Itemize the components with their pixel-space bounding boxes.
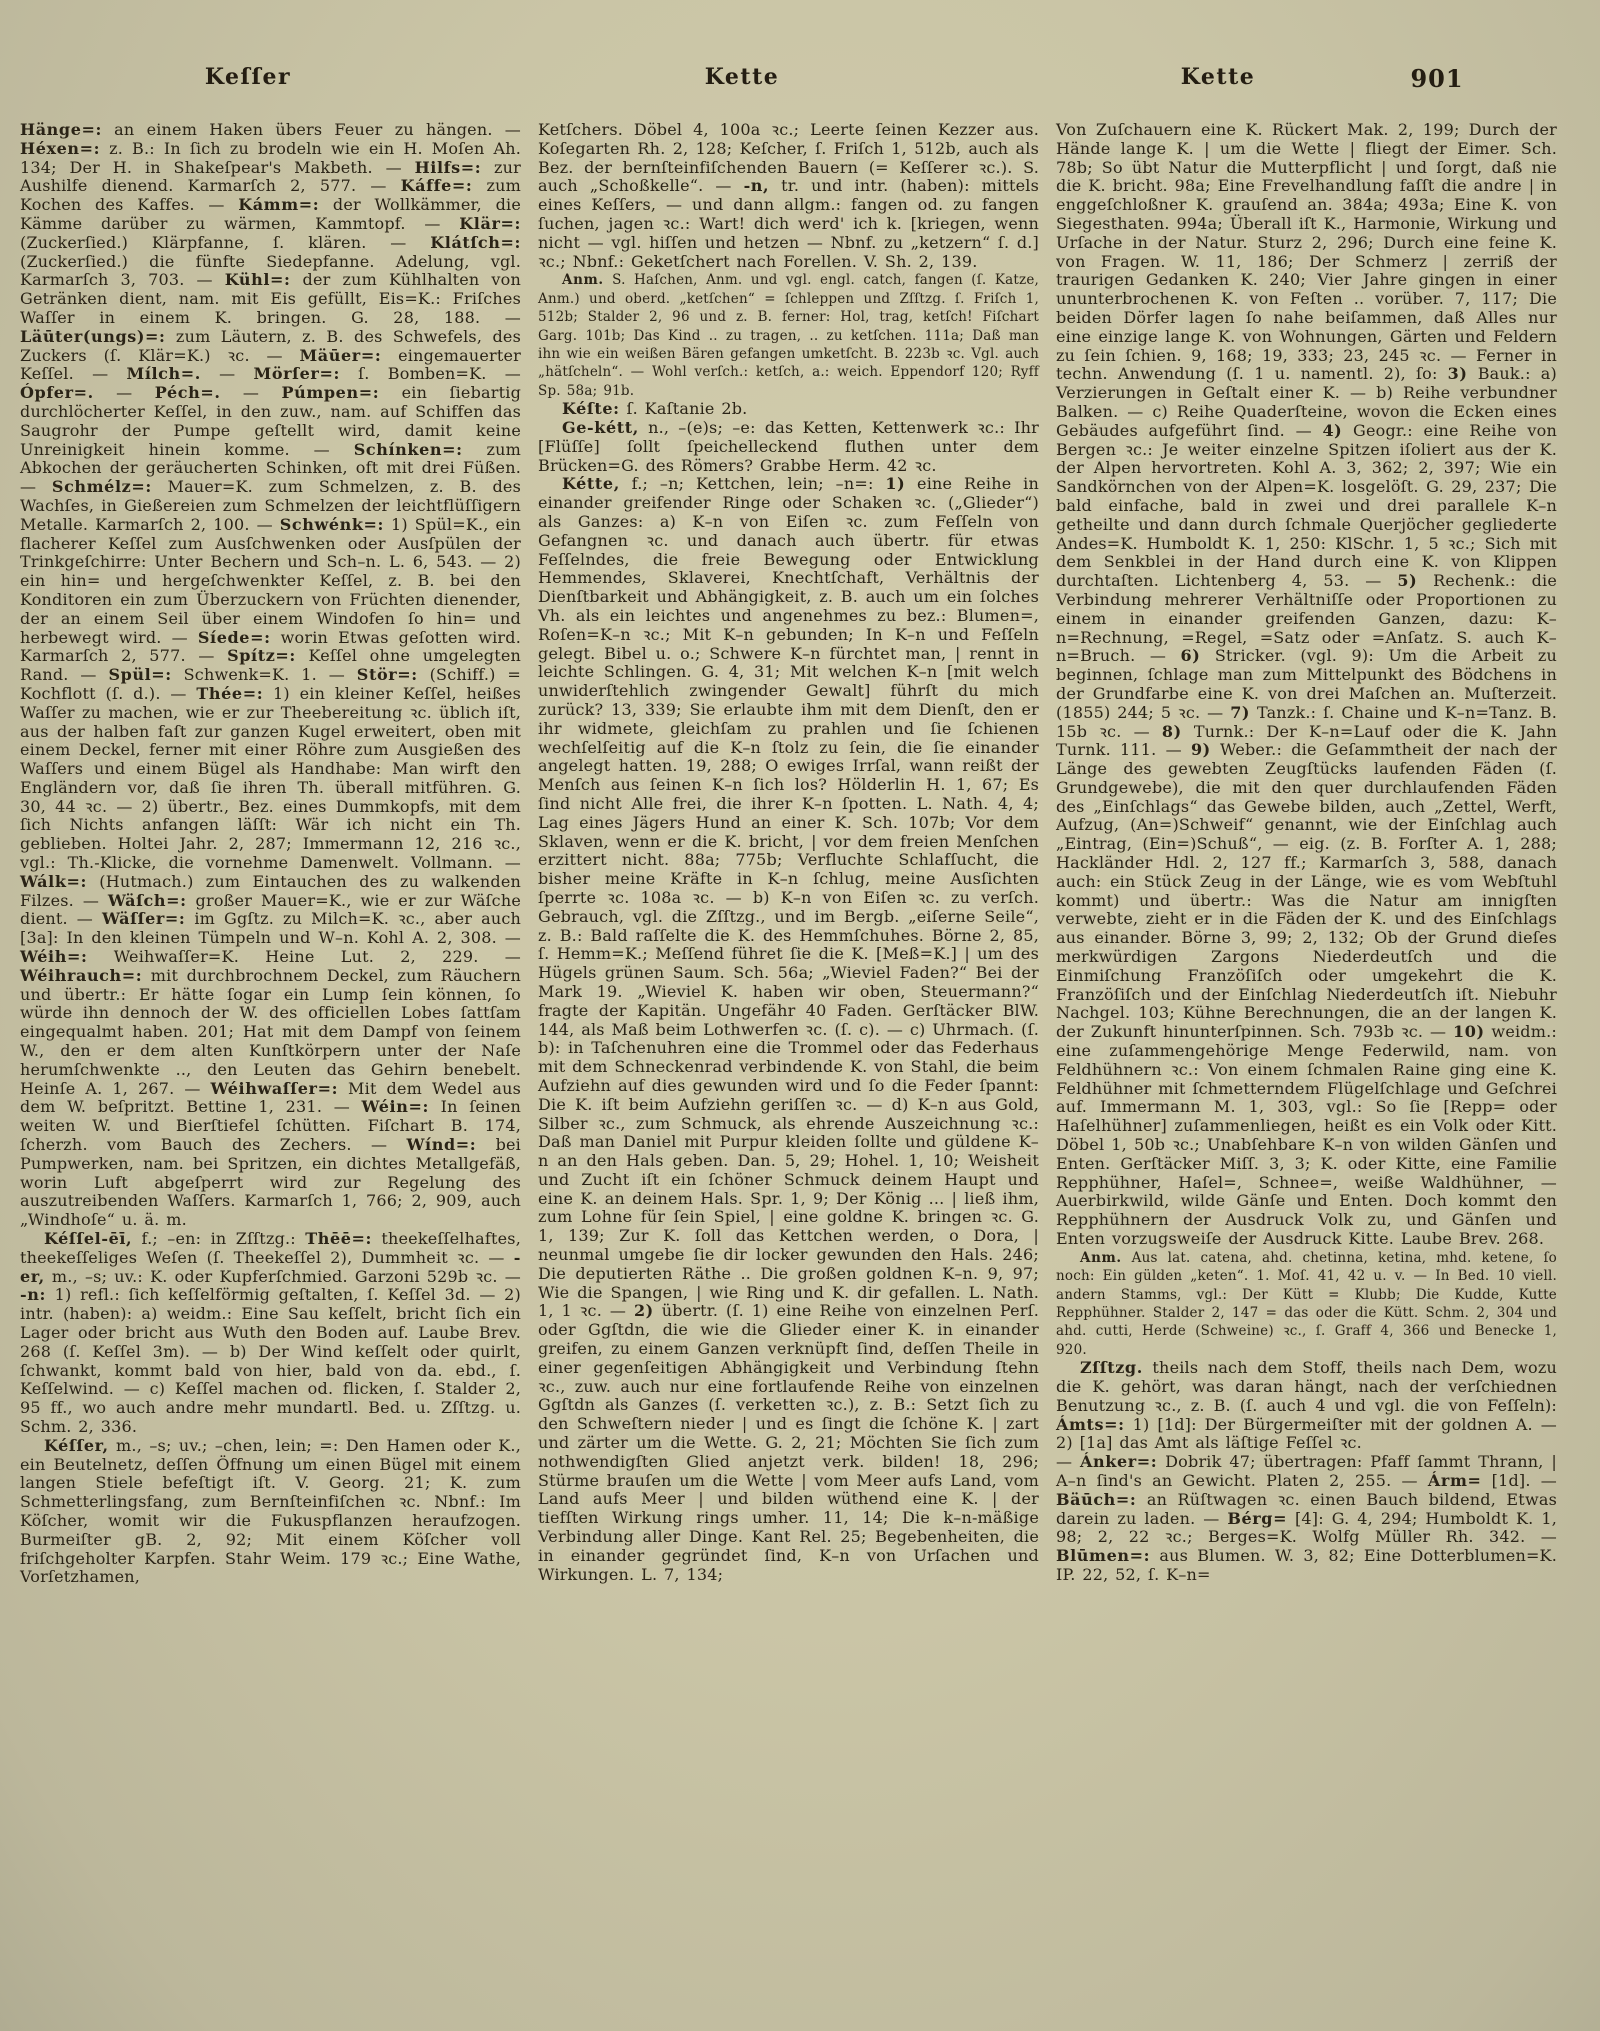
entry-keyword: Anm. xyxy=(1080,1249,1122,1266)
entry-keyword: Wéihwaſſer=: xyxy=(210,1078,339,1098)
entry-keyword: 5) xyxy=(1397,571,1418,591)
entry-keyword: Schmélz=: xyxy=(51,477,152,497)
entry-keyword: Ge-kétt, xyxy=(562,418,639,438)
text-columns xyxy=(20,121,1556,1587)
entry-keyword: Spítz=: xyxy=(227,646,296,666)
entry-keyword: Kéſte: xyxy=(562,399,620,419)
entry-keyword: Spül=: xyxy=(108,665,172,685)
entry-keyword: Klär=: xyxy=(459,213,521,233)
dictionary-paragraph: Kéſſel-ēī, f.; –en: in Zſſtzg.: Thēē=: theekeſſelhaftes, theekeſſeliges Weſen (ſ. Theekeſſel 2), Dummheit ꝛc. — -er, m., –s; uv.: K. oder Kupferſchmied. Garzoni 529b ꝛc. — -n: 1) refl.: ſich keſſelförmig geſtalten, ſ. Keſſel 3d. — 2) intr. (haben): a) weidm.: Eine Sau keſſelt, bricht ſich ein Lager oder bricht aus Wuth den Boden auf. Laube Brev. 268 (ſ. Keſſel 3m). — b) Der Wind keſſelt oder quirlt, ſchwankt, kommt bald von hier, bald von da. ebd., ſ. Keſſelwind. — c) Keſſel machen od. flicken, ſ. Stalder 2, 95 ff., wo auch andre mehr mundartl. Bed. u. Zſſtzg. u. Schm. 2, 336. xyxy=(20,1229,521,1436)
entry-keyword: 3) xyxy=(1447,364,1468,384)
entry-keyword: 10) xyxy=(1452,1022,1485,1042)
text-column-2 xyxy=(538,121,1039,1584)
entry-keyword: Thēē=: xyxy=(305,1229,373,1249)
entry-keyword: 4) xyxy=(1322,420,1343,440)
entry-keyword: Mäūer=: xyxy=(299,345,382,365)
entry-keyword: 7) xyxy=(1230,702,1251,722)
entry-keyword: Púmpen=: xyxy=(281,383,380,403)
entry-keyword: Wéin=: xyxy=(361,1097,429,1117)
entry-keyword: Héxen=: xyxy=(20,138,101,158)
entry-keyword: Wálk=: xyxy=(20,871,88,891)
entry-keyword: Zſſtzg. xyxy=(1080,1358,1143,1378)
dictionary-paragraph: Kéſte: ſ. Kaſtanie 2b. xyxy=(562,399,748,419)
entry-keyword: Bérg= xyxy=(1227,1508,1288,1528)
entry-keyword: Schínken=: xyxy=(353,439,463,459)
entry-keyword: Stör=: xyxy=(356,665,418,685)
entry-keyword: Thée=: xyxy=(196,683,264,703)
entry-keyword: Kéſſel-ēī, xyxy=(44,1229,133,1249)
entry-keyword: Hilfs=: xyxy=(414,157,482,177)
running-head-left: Keſſer xyxy=(204,64,292,90)
entry-keyword: 6) xyxy=(1180,646,1201,666)
entry-keyword: Síede=: xyxy=(197,627,271,647)
entry-keyword: Blūmen=: xyxy=(1056,1546,1151,1566)
entry-keyword: Läūter(ungs)=: xyxy=(20,326,166,346)
entry-keyword: Wéihrauch=: xyxy=(20,965,143,985)
entry-keyword: Kétte, xyxy=(562,474,620,494)
entry-keyword: Kámm=: xyxy=(238,195,320,215)
dictionary-paragraph: Kétte, f.; –n; Kettchen, lein; –n=: 1) eine Reihe in einander greifender Ringe oder Schaken ꝛc. („Glieder“) als Ganzes: a) K–n von Eiſen ꝛc. zum Feſſeln von Gefangnen ꝛc. und danach auch übertr. für etwas Feſſelndes, die freie Bewegung oder Entwicklung Hemmendes, Sklaverei, Knechtſchaft, Verhältnis der Dienſtbarkeit und Abhängigkeit, z. B. auch um ein ſolches Vh. als ein leichtes und angenehmes zu bez.: Blumen=, Roſen=K–n ꝛc.; Mit K–n gebunden; In K–n und Feſſeln gelegt. Bibel u. o.; Schwere K–n fürchtet man, | rennt in leichte Schlingen. G. 4, 31; Mit welchen K–n [mit welch unwiderſtehlich zwingender Gewalt] führſt du mich zurück? 13, 339; Sie erlaubte ihm mit dem Dienſt, den er ihr widmete, gleichſam zu prahlen und ſie ſchienen wechſelſeitig auf die K–n ſtolz zu ſein, die ſie einander angelegt hatten. 19, 288; O ewiges Irrſal, wann reißt der Menſch aus ſeinen K–n ſich los? Hölderlin H. 1, 67; Es ſind nicht Alle frei, die ihrer K–n ſpotten. L. Nath. 4, 4; Lag eines Jägers Hund an einer K. Sch. 107b; Vor dem Sklaven, wenn er die K. bricht, | vor dem freien Menſchen erzittert nicht. 88a; 775b; Verfluchte Schlafſucht, die bisher meine Kräfte in K–n ſchlug, meine Ausſichten ſperrte ꝛc. 108a ꝛc. — b) K–n von Eiſen ꝛc. zu verſch. Gebrauch, vgl. die Zſſtzg., und im Bergb. „eiſerne Seile“, z. B.: Bald raſſelte die K. des Hemmſchuhes. Börne 2, 85, ſ. Hemm=K.; Meſſend führet ſie die K. [Meß=K.] | um des Hügels grünen Saum. Sch. 56a; „Wieviel Faden?“ Bei der Mark 19. „Wieviel K. haben wir oben, Steuermann?“ fragte der Kapitän. Ungefähr 40 Faden. Gerſtäcker BlW. 144, als Maß beim Lothwerfen ꝛc. (ſ. c). — c) Uhrmach. (ſ. b): in Taſchenuhren eine die Trommel oder das Federhaus mit dem Schneckenrad verbindende K. von Stahl, die beim Aufziehn auf dies gewunden wird und ſo die Feder ſpannt: Die K. iſt beim Aufziehn geriſſen ꝛc. — d) K–n aus Gold, Silber ꝛc., zum Schmuck, als ehrende Auszeichnung ꝛc.: Daß man Daniel mit Purpur kleiden ſollte und güldene K–n an den Hals geben. Dan. 5, 29; Hohel. 1, 10; Weisheit und Zucht iſt ein ſchöner Schmuck deinem Haupt und eine K. an deinem Hals. Spr. 1, 9; Der König ... | ließ ihm, zum Lohne für ſein Spiel, | eine goldne K. bringen ꝛc. G. 1, 139; Zur K. ſoll das Kettchen werden, o Dora, | neunmal umgebe ſie dir locker gewunden den Hals. 246; Die deputierten Räthe .. Die großen goldnen K–n. 9, 97; Wie die Spangen, | wie Ring und K. dir gefallen. L. Nath. 1, 1 ꝛc. — 2) übertr. (ſ. 1) eine Reihe von einzelnen Perſ. oder Ggſtdn, die wie die Glieder einer K. in einander greifen, zu einem Ganzen verknüpft ſind, deſſen Theile in einer gegenſeitigen Abhängigkeit und Verbindung ſtehn ꝛc., zuw. auch nur eine fortlaufende Reihe von einzelnen Ggſtdn als Ganzes (ſ. verketten ꝛc.), z. B.: Setzt ſich zu den Schweſtern nieder | und es ſingt die ſchöne K. | zart und zärter um die Wette. G. 2, 21; Möchten Sie ſich zum nothwendigſten Glied anjetzt verk. bilden! 18, 296; Stürme brauſen um die Wette | vom Meer aufs Land, vom Land aufs Meer | und bilden wüthend eine K. | der tiefſten Wirkung rings umher. 11, 14; Die k–n-mäßige Verbindung aller Dinge. Kant Rel. 25; Begebenheiten, die in einander gegründet ſind, K–n von Urſachen und Wirkungen. L. 7, 134; xyxy=(538,474,1039,1584)
entry-keyword: 1) xyxy=(885,474,906,494)
entry-keyword: Mílch=. xyxy=(126,364,201,384)
dictionary-paragraph: Kéſſer, m., –s; uv.; –chen, lein; =: Den Hamen oder K., ein Beutelnetz, deſſen Öffnung um einen Bügel mit einem langen Stiele befeſtigt iſt. V. Georg. 21; K. zum Schmetterlingsfang, zum Bernſteinfiſchen ꝛc. Nbnf.: Im Köſcher, womit wir die Fukuspflanzen heraufzogen. Burmeiſter gB. 2, 92; Mit einem Köſcher voll friſchgeholter Karpfen. Stahr Weim. 179 ꝛc.; Eine Wathe, Vorſetzhamen, xyxy=(20,1435,521,1587)
entry-keyword: Klátſch=: xyxy=(430,232,521,252)
entry-keyword: Wéih=: xyxy=(20,947,88,967)
text-column-1 xyxy=(20,121,521,1587)
entry-keyword: Hänge=: xyxy=(20,120,102,139)
dictionary-paragraph: Von Zuſchauern eine K. Rückert Mak. 2, 199; Durch der Hände lange K. | um die Wette | fliegt der Eimer. Sch. 78b; So übt Natur die Mutterpflicht | und ſorgt, daß nie die K. bricht. 98a; Eine Frevelhandlung faſſt die andre | in enggeſchloßner K. grauſend an. 384a; 493a; Eine K. von Siegesthaten. 994a; Überall iſt K., Harmonie, Wirkung und Urſache in der Natur. Sturz 2, 296; Durch eine feine K. von Fragen. W. 11, 186; Der Schmerz | zerriß der traurigen Gedanken K. 240; Vier Jahre gingen in einer ununterbrochenen K. von Feſten .. vorüber. 7, 117; Die beiden Dörfer lagen ſo nahe beiſammen, daß Alles nur eine einzige lange K. von Wohnungen, Gärten und Feldern zu ſein ſchien. 9, 168; 19, 333; 23, 245 ꝛc. — Ferner in techn. Anwendung (ſ. 1 u. namentl. 2), ſo: 3) Bauk.: a) Verzierungen in Geſtalt einer K. — b) Reihe verbundner Balken. — c) Reihe Quaderſteine, wovon die Ecken eines Gebäudes aufgeführt ſind. — 4) Geogr.: eine Reihe von Bergen ꝛc.: Je weiter einzelne Spitzen iſoliert aus der K. der Alpen hervortreten. Kohl A. 3, 362; 2, 397; Wie ein Sandkörnchen von der Alpen=K. losgelöſt. G. 29, 237; Die bald einfache, bald in zwei und drei parallele K–n getheilte und dann durch ſchmale Querjöcher gegliederte Andes=K. Humboldt K. 1, 250: KlSchr. 1, 5 ꝛc.; Sich mit dem Senkblei in der Hand durch eine K. von Klippen durchtaſten. Lichtenberg 4, 53. — 5) Rechenk.: die Verbindung mehrerer Verhältniſſe oder Proportionen zu einem in einander greifenden Ganzen, dazu: K–n=Rechnung, =Regel, =Satz oder =Anſatz. S. auch K–n=Bruch. — 6) Stricker. (vgl. 9): Um die Arbeit zu beginnen, ſchlage man zum Mittelpunkt des Bödchens in der Grundfarbe eine K. von drei Maſchen an. Muſterzeit. (1855) 244; 5 ꝛc. — 7) Tanzk.: ſ. Chaine und K–n=Tanz. B. 15b ꝛc. — 8) Turnk.: Der K–n=Lauf oder die K. Jahn Turnk. 111. — 9) Weber.: die Geſammtheit der nach der Länge des gewebten Zeugſtücks laufenden Fäden (ſ. Grundgewebe), die mit den quer durchlaufenden Fäden des „Einſchlags“ das Gewebe bilden, auch „Zettel, Werft, Aufzug, (An=)Schweif“ genannt, wie der Einſchlag auch „Eintrag, (Ein=)Schuß“, — eig. (z. B. Forſter A. 1, 288; Hackländer Hdl. 2, 127 ff.; Karmarſch 3, 588, danach auch: ein Stück Zeug in der Länge, wie es vom Webſtuhl kommt) und übertr.: Was die Natur am innigſten verwebte, zieht er in die Fäden der K. und des Einſchlags aus einander. Börne 3, 99; 2, 132; Ob der Grund dieſes merkwürdigen Zargons Niederdeutſch und die Einmiſchung Franzöſiſch oder umgekehrt die K. Franzöſiſch und der Einſchlag Niederdeutſch iſt. Niebuhr Nachgel. 103; Kühne Berechnungen, die an der langen K. der Zukunft hinunterſpinnen. Sch. 793b ꝛc. — 10) weidm.: eine zuſammengehörige Menge Federwild, nam. von Feldhühnern ꝛc.: Von einem ſchmalen Raine ging eine K. Feldhühner mit ſchmetterndem Flügelſchlage und Geſchrei auf. Immermann M. 1, 303, vgl.: So ſie [Repp= oder Haſelhühner] zuſammenliegen, heißt es ein Volk oder Kitt. Döbel 1, 50b ꝛc.; Unabſehbare K–n von wilden Gänſen und Enten. Gerſtäcker Miſſ. 3, 3; K. oder Kitte, eine Familie Repphühner, Haſel=, Schnee=, weiße Waldhühner, — Auerbirkwild, wilde Gänſe und Enten. Doch kommt den Repphühnern der Ausdruck Volk zu, und Gänſen und Enten vorzugsweiſe der Ausdruck Kitte. Laube Brev. 268. xyxy=(1056,120,1557,1249)
entry-keyword: Wäſch=: xyxy=(107,890,187,910)
entry-keyword: 2) xyxy=(633,1301,654,1321)
dictionary-paragraph: Ge-kétt, n., –(e)s; –e: das Ketten, Kettenwerk ꝛc.: Ihr [Flüſſe] ſollt ſpeichelleckend fluthen unter dem Brücken=G. des Römers? Grabbe Herm. 42 ꝛc. xyxy=(538,418,1039,475)
entry-keyword: Ámts=: xyxy=(1056,1414,1125,1434)
entry-keyword: Wäſſer=: xyxy=(101,909,186,929)
entry-keyword: Schwénk=: xyxy=(279,514,385,534)
entry-keyword: -n: xyxy=(20,1285,46,1305)
entry-keyword: Ópfer=. xyxy=(20,383,94,403)
entry-keyword: 8) xyxy=(1161,721,1182,741)
running-head-center: Kette xyxy=(704,64,780,90)
entry-keyword: 9) xyxy=(1190,740,1211,760)
entry-keyword: Árm= xyxy=(1427,1471,1482,1491)
entry-keyword: -n, xyxy=(743,176,770,196)
entry-keyword: -er, xyxy=(20,1247,521,1286)
page-number: 901 xyxy=(1410,64,1464,93)
dictionary-paragraph: Anm. Aus lat. catena, ahd. chetinna, ketina, mhd. ketene, ſo noch: Ein gülden „keten“. 1. Moſ. 41, 42 u. v. — In Bed. 10 viell. andern Stamms, vgl.: Der Kütt = Klubb; Die Kudde, Kutte Repphühner. Stalder 2, 147 = das oder die Kütt. Schm. 2, 304 und ahd. cutti, Herde (Schweine) ꝛc., ſ. Graff 4, 366 und Benecke 1, 920. xyxy=(1056,1249,1557,1358)
entry-keyword: Wínd=: xyxy=(406,1135,477,1155)
entry-keyword: Anm. xyxy=(562,272,604,289)
dictionary-paragraph: Ketſchers. Döbel 4, 100a ꝛc.; Leerte ſeinen Kezzer aus. Koſegarten Rh. 2, 128; Keſcher, ſ. Friſch 1, 512b, auch als Bez. der bernſteinfiſchenden Bauern (= Keſſerer ꝛc.). S. auch „Schoßkelle“. — -n, tr. und intr. (haben): mittels eines Keſſers, — und dann allgm.: fangen od. zu fangen ſuchen, jagen ꝛc.: Wart! dich werd' ich k. [kriegen, wenn nicht — vgl. hiſſen und hetzen — Nbnf. zu „ketzern“ ſ. d.] ꝛc.; Nbnf.: Geketſchert nach Forellen. V. Sh. 2, 139. xyxy=(538,120,1039,271)
text-column-3 xyxy=(1056,121,1557,1585)
dictionary-paragraph: Anm. S. Haſchen, Anm. und vgl. engl. catch, fangen (ſ. Katze, Anm.) und oberd. „ketſchen“ = ſchleppen und Zſſtzg. ſ. Friſch 1, 512b; Stalder 2, 96 und z. B. ferner: Hol, trag, ketſch! Fiſchart Garg. 101b; Das Kind .. zu tragen, .. zu ketſchen. 111a; Daß man ihn wie ein weißen Bären gefangen umketſcht. B. 223b ꝛc. Vgl. auch „hätſcheln“. — Wohl verſch.: ketſch, a.: weich. Eppendorf 120; Ryff Sp. 58a; 91b. xyxy=(538,272,1039,399)
entry-keyword: Káffe=: xyxy=(400,176,473,196)
entry-keyword: Kéſſer, xyxy=(44,1435,109,1455)
running-head-right: Kette xyxy=(1180,64,1256,90)
dictionary-paragraph: — Ánker=: Dobrik 47; übertragen: Pfaff ſammt Thrann, | A–n ſind's an Gewicht. Platen 2, 255. — Árm= [1d]. — Bäūch=: an Rüſtwagen ꝛc. einen Bauch bildend, Etwas darein zu laden. — Bérg= [4]: G. 4, 294; Humboldt K. 1, 98; 2, 22 ꝛc.; Berges=K. Wolfg Müller Rh. 342. — Blūmen=: aus Blumen. W. 3, 82; Eine Dotterblumen=K. IP. 22, 52, ſ. K–n= xyxy=(1056,1452,1558,1585)
dictionary-paragraph: Hänge=: an einem Haken übers Feuer zu hängen. — Héxen=: z. B.: In ſich zu brodeln wie ein H. Moſen Ah. 134; Der H. in Shakeſpear's Makbeth. — Hilfs=: zur Aushilfe dienend. Karmarſch 2, 577. — Káffe=: zum Kochen des Kaffes. — Kámm=: der Wollkämmer, die Kämme darüber zu wärmen, Kammtopf. — Klär=: (Zuckerſied.) Klärpfanne, ſ. klären. — Klátſch=: (Zuckerſied.) die fünfte Siedepfanne. Adelung, vgl. Karmarſch 3, 703. — Kühl=: der zum Kühlhalten von Getränken dient, nam. mit Eis gefüllt, Eis=K.: Friſches Waſſer in einem K. bringen. G. 28, 188. — Läūter(ungs)=: zum Läutern, z. B. des Schwefels, des Zuckers (ſ. Klär=K.) ꝛc. — Mäūer=: eingemauerter Keſſel. — Mílch=. — Mörſer=: ſ. Bomben=K. — Ópfer=. — Péch=. — Púmpen=: ein ſiebartig durchlöcherter Keſſel, in den zuw., nam. auf Schiffen das Saugrohr der Pumpe geſtellt wird, damit keine Unreinigkeit hinein komme. — Schínken=: zum Abkochen der geräucherten Schinken, oft mit drei Füßen. — Schmélz=: Mauer=K. zum Schmelzen, z. B. des Wachſes, in Gießereien zum Schmelzen der leichtflüſſigern Metalle. Karmarſch 2, 100. — Schwénk=: 1) Spül=K., ein flacherer Keſſel zum Ausſchwenken oder Ausſpülen der Trinkgeſchirre: Unter Bechern und Sch–n. L. 6, 543. — 2) ein hin= und hergeſchwenkter Keſſel, z. B. bei den Konditoren ein zum Überzuckern von Früchten dienender, der an einem Seil über einem Windofen ſo hin= und herbewegt wird. — Síede=: worin Etwas geſotten wird. Karmarſch 2, 577. — Spítz=: Keſſel ohne umgelegten Rand. — Spül=: Schwenk=K. 1. — Stör=: (Schiff.) = Kochflott (ſ. d.). — Thée=: 1) ein kleiner Keſſel, heißes Waſſer zu machen, wie er zur Theebereitung ꝛc. üblich iſt, aus der halben faſt zur ganzen Kugel erweitert, oben mit einem Deckel, ferner mit einer Röhre zum Ausgießen des Waſſers und einem Bügel als Handhabe: Man wirft den Engländern vor, daß ſie ihren Th. überall mitführen. G. 30, 44 ꝛc. — 2) übertr., Bez. eines Dummkopfs, mit dem ſich Nichts anfangen läſſt: Wär ich nicht ein Th. geblieben. Holtei Jahr. 2, 287; Immermann 12, 216 ꝛc., vgl.: Th.-Klicke, die vornehme Damenwelt. Vollmann. — Wálk=: (Hutmach.) zum Eintauchen des zu walkenden Filzes. — Wäſch=: großer Mauer=K., wie er zur Wäſche dient. — Wäſſer=: im Ggſtz. zu Milch=K. ꝛc., aber auch [3a]: In den kleinen Tümpeln und W–n. Kohl A. 2, 308. — Wéih=: Weihwaſſer=K. Heine Lut. 2, 229. — Wéihrauch=: mit durchbrochnem Deckel, zum Räuchern und übertr.: Er hätte ſogar ein Lump ſein können, ſo würde ihn dennoch der W. des officiellen Lobes ſattſam eingequalmt haben. 201; Hat mit dem Dampf von ſeinem W., den er dem alten Kunſtkörpern unter der Naſe herumſchwenkte .., den Leuten das Gehirn benebelt. Heinſe A. 1, 267. — Wéihwaſſer=: Mit dem Wedel aus dem W. beſpritzt. Bettine 1, 231. — Wéin=: In ſeinen weiten W. und Bierſtiefel ſchütten. Fiſchart B. 174, ſcherzh. vom Bauch des Zechers. — Wínd=: bei Pumpwerken, nam. bei Spritzen, ein dichtes Metallgefäß, worin Luft abgeſperrt wird zur Regelung des auszutreibenden Waſſers. Karmarſch 1, 766; 2, 909, auch „Windhoſe“ u. ä. m. xyxy=(20,120,522,1230)
dictionary-paragraph: Zſſtzg. theils nach dem Stoff, theils nach Dem, wozu die K. gehört, was daran hängt, nach der verſchiednen Benutzung ꝛc., z. B. (ſ. auch 4 und vgl. die von Feſſeln): Ámts=: 1) [1d]: Der Bürgermeiſter mit der goldnen A. — 2) [1a] das Amt als läſtige Feſſel ꝛc. xyxy=(1056,1358,1557,1453)
entry-keyword: Péch=. xyxy=(154,383,221,403)
entry-keyword: Bäūch=: xyxy=(1056,1489,1137,1509)
entry-keyword: Kühl=: xyxy=(224,270,291,290)
entry-keyword: Ánker=: xyxy=(1080,1452,1158,1472)
entry-keyword: Mörſer=: xyxy=(253,364,340,384)
